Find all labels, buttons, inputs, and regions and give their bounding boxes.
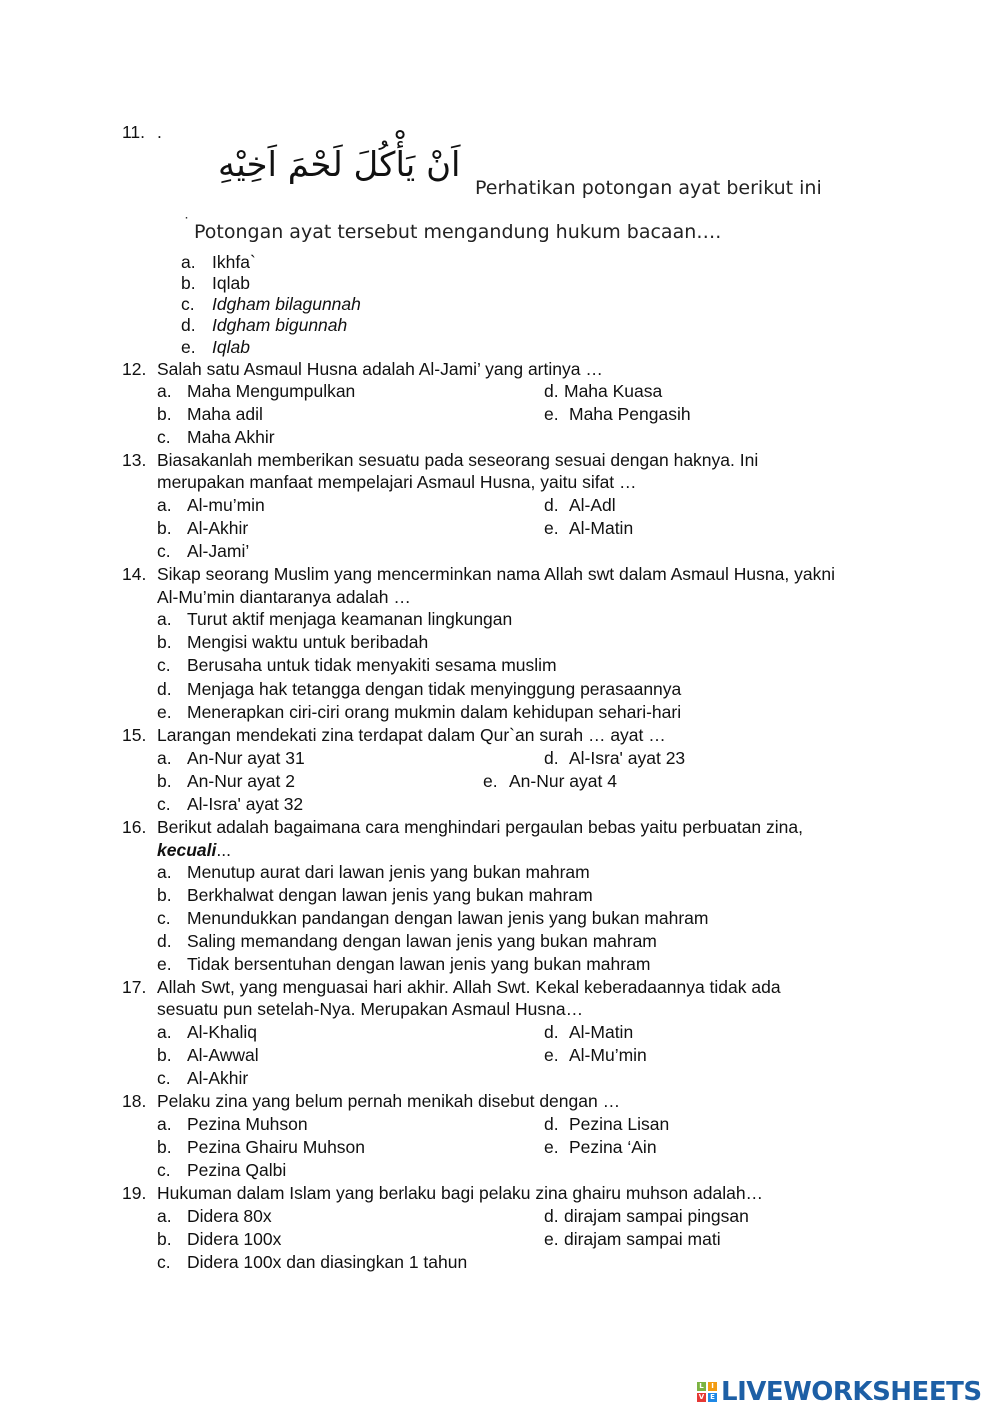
q11-option-d[interactable]: Idgham bigunnah: [212, 315, 348, 335]
q13-option-c[interactable]: Al-Jami’: [187, 541, 250, 561]
q13-option-d[interactable]: Al-Adl: [569, 495, 616, 515]
q17-option-d[interactable]: Al-Matin: [569, 1022, 634, 1042]
q19-option-a[interactable]: Didera 80x: [187, 1206, 272, 1226]
q12-option-b-letter: b.: [157, 404, 172, 424]
q17-option-b[interactable]: Al-Awwal: [187, 1045, 259, 1065]
q17-text-line2: sesuatu pun setelah-Nya. Merupakan Asmaul Husna…: [157, 999, 584, 1019]
q19-option-c[interactable]: Didera 100x dan diasingkan 1 tahun: [187, 1252, 468, 1272]
liveworksheets-logo[interactable]: [697, 1375, 982, 1409]
q11-arabic-verse: اَنْ يَأْكُلَ لَحْمَ اَخِيْهِ: [218, 145, 461, 185]
q15-option-d[interactable]: Al-Isra' ayat 23: [569, 748, 686, 768]
q12-number: 12.: [122, 359, 147, 379]
q13-option-d-letter: d.: [544, 495, 559, 515]
q14-option-e[interactable]: Menerapkan ciri-ciri orang mukmin dalam kehidupan sehari-hari: [187, 702, 682, 722]
q17-option-d-letter: d.: [544, 1022, 559, 1042]
q13-number: 13.: [122, 450, 147, 470]
q15-number: 15.: [122, 725, 147, 745]
q18-option-a[interactable]: Pezina Muhson: [187, 1114, 308, 1134]
q18-option-e[interactable]: Pezina ‘Ain: [569, 1137, 657, 1157]
q12-option-a-letter: a.: [157, 381, 172, 401]
q17-option-b-letter: b.: [157, 1045, 172, 1065]
q12-option-c-letter: c.: [157, 427, 171, 447]
q11-option-a[interactable]: Ikhfa`: [212, 252, 256, 272]
q15-option-b[interactable]: An-Nur ayat 2: [187, 771, 295, 791]
q11-image-instruction: Perhatikan potongan ayat berikut ini: [475, 177, 822, 199]
q17-option-c[interactable]: Al-Akhir: [187, 1068, 249, 1088]
q12-option-e-letter: e.: [544, 404, 559, 424]
q14-option-c-letter: c.: [157, 655, 171, 675]
q13-text-line1: Biasakanlah memberikan sesuatu pada seseorang sesuai dengan haknya. Ini: [157, 450, 759, 470]
q16-option-a[interactable]: Menutup aurat dari lawan jenis yang bukan mahram: [187, 862, 590, 882]
q13-option-b[interactable]: Al-Akhir: [187, 518, 249, 538]
q18-option-b-letter: b.: [157, 1137, 172, 1157]
q16-option-c[interactable]: Menundukkan pandangan dengan lawan jenis yang bukan mahram: [187, 908, 709, 928]
q18-option-b[interactable]: Pezina Ghairu Muhson: [187, 1137, 366, 1157]
q19-option-c-letter: c.: [157, 1252, 171, 1272]
q14-option-e-letter: e.: [157, 702, 172, 722]
q19-option-e-letter: e.: [544, 1229, 559, 1249]
q15-option-a[interactable]: An-Nur ayat 31: [187, 748, 305, 768]
q12-text: Salah satu Asmaul Husna adalah Al-Jami’ yang artinya …: [157, 359, 603, 379]
q14-option-b[interactable]: Mengisi waktu untuk beribadah: [187, 632, 429, 652]
q18-option-a-letter: a.: [157, 1114, 172, 1134]
q14-option-d-letter: d.: [157, 679, 172, 699]
q16-ellipsis: ...: [216, 840, 231, 860]
q17-option-a[interactable]: Al-Khaliq: [187, 1022, 258, 1042]
q16-option-a-letter: a.: [157, 862, 172, 882]
logo-mark-i: I: [708, 1382, 717, 1391]
q16-option-d[interactable]: Saling memandang dengan lawan jenis yang bukan mahram: [187, 931, 657, 951]
q12-option-d-letter: d.: [544, 381, 559, 401]
q16-text-line1: Berikut adalah bagaimana cara menghindari pergaulan bebas yaitu perbuatan zina,: [157, 817, 803, 837]
q11-option-c-letter: c.: [181, 294, 195, 314]
q16-option-c-letter: c.: [157, 908, 171, 928]
q19-option-d[interactable]: dirajam sampai pingsan: [564, 1206, 749, 1226]
q16-option-e[interactable]: Tidak bersentuhan dengan lawan jenis yang bukan mahram: [187, 954, 651, 974]
q18-option-c-letter: c.: [157, 1160, 171, 1180]
q12-option-b[interactable]: Maha adil: [187, 404, 263, 424]
q11-number: 11.: [122, 122, 146, 142]
q12-option-e[interactable]: Maha Pengasih: [569, 404, 691, 424]
q16-option-b[interactable]: Berkhalwat dengan lawan jenis yang bukan mahram: [187, 885, 593, 905]
q18-option-d[interactable]: Pezina Lisan: [569, 1114, 670, 1134]
q17-text-line1: Allah Swt, yang menguasai hari akhir. Allah Swt. Kekal keberadaannya tidak ada: [157, 977, 781, 997]
q17-option-c-letter: c.: [157, 1068, 171, 1088]
q11-option-b[interactable]: Iqlab: [212, 273, 250, 293]
q19-text: Hukuman dalam Islam yang berlaku bagi pelaku zina ghairu muhson adalah…: [157, 1183, 764, 1203]
q16-option-b-letter: b.: [157, 885, 172, 905]
logo-mark-e: E: [708, 1393, 717, 1402]
q17-number: 17.: [122, 977, 147, 997]
q15-option-b-letter: b.: [157, 771, 172, 791]
q16-number: 16.: [122, 817, 147, 837]
q16-option-e-letter: e.: [157, 954, 172, 974]
q13-option-b-letter: b.: [157, 518, 172, 538]
q18-option-c[interactable]: Pezina Qalbi: [187, 1160, 287, 1180]
q16-option-d-letter: d.: [157, 931, 172, 951]
q19-option-e[interactable]: dirajam sampai mati: [564, 1229, 721, 1249]
q15-option-a-letter: a.: [157, 748, 172, 768]
q12-option-c[interactable]: Maha Akhir: [187, 427, 275, 447]
q13-option-c-letter: c.: [157, 541, 171, 561]
q15-option-c-letter: c.: [157, 794, 171, 814]
q19-option-a-letter: a.: [157, 1206, 172, 1226]
q14-text-line2: Al-Mu’min diantaranya adalah …: [157, 587, 411, 607]
q11-option-a-letter: a.: [181, 252, 196, 272]
q13-option-a-letter: a.: [157, 495, 172, 515]
q18-number: 18.: [122, 1091, 147, 1111]
q15-option-d-letter: d.: [544, 748, 559, 768]
q15-option-c[interactable]: Al-Isra' ayat 32: [187, 794, 304, 814]
q17-option-a-letter: a.: [157, 1022, 172, 1042]
q14-option-c[interactable]: Berusaha untuk tidak menyakiti sesama muslim: [187, 655, 557, 675]
q11-option-e[interactable]: Iqlab: [212, 337, 250, 357]
q16-text-line2: [157, 840, 231, 861]
q14-text-line1: Sikap seorang Muslim yang mencerminkan nama Allah swt dalam Asmaul Husna, yakni: [157, 564, 835, 584]
q12-option-d[interactable]: Maha Kuasa: [564, 381, 663, 401]
q11-text: .: [157, 122, 162, 142]
q19-number: 19.: [122, 1183, 147, 1203]
q14-number: 14.: [122, 564, 147, 584]
q15-option-e-letter: e.: [483, 771, 498, 791]
q19-option-b-letter: b.: [157, 1229, 172, 1249]
q15-text: Larangan mendekati zina terdapat dalam Qur`an surah … ayat …: [157, 725, 666, 745]
q11-image-bullet: ˙: [183, 216, 190, 232]
q16-kecuali: kecuali: [157, 840, 217, 860]
q14-option-a-letter: a.: [157, 609, 172, 629]
q17-option-e[interactable]: Al-Mu’min: [569, 1045, 647, 1065]
q18-option-d-letter: d.: [544, 1114, 559, 1134]
q13-option-e-letter: e.: [544, 518, 559, 538]
q15-option-e[interactable]: An-Nur ayat 4: [509, 771, 617, 791]
logo-text: LIVEWORKSHEETS: [721, 1377, 982, 1407]
logo-mark-icon: [697, 1382, 717, 1402]
q11-option-b-letter: b.: [181, 273, 196, 293]
q19-option-d-letter: d.: [544, 1206, 559, 1226]
q14-option-a[interactable]: Turut aktif menjaga keamanan lingkungan: [187, 609, 513, 629]
q14-option-d[interactable]: Menjaga hak tetangga dengan tidak menyinggung perasaannya: [187, 679, 682, 699]
q17-option-e-letter: e.: [544, 1045, 559, 1065]
q19-option-b[interactable]: Didera 100x: [187, 1229, 282, 1249]
q13-option-e[interactable]: Al-Matin: [569, 518, 634, 538]
q18-text: Pelaku zina yang belum pernah menikah disebut dengan …: [157, 1091, 621, 1111]
q11-option-e-letter: e.: [181, 337, 196, 357]
q14-option-b-letter: b.: [157, 632, 172, 652]
q11-image-question: Potongan ayat tersebut mengandung hukum bacaan….: [194, 221, 722, 243]
q11-option-c[interactable]: Idgham bilagunnah: [212, 294, 361, 314]
q18-option-e-letter: e.: [544, 1137, 559, 1157]
q13-option-a[interactable]: Al-mu’min: [187, 495, 265, 515]
logo-mark-l: L: [697, 1382, 706, 1391]
q12-option-a[interactable]: Maha Mengumpulkan: [187, 381, 356, 401]
logo-mark-v: V: [698, 1393, 705, 1401]
q13-text-line2: merupakan manfaat mempelajari Asmaul Husna, yaitu sifat …: [157, 472, 637, 492]
q11-option-d-letter: d.: [181, 315, 196, 335]
